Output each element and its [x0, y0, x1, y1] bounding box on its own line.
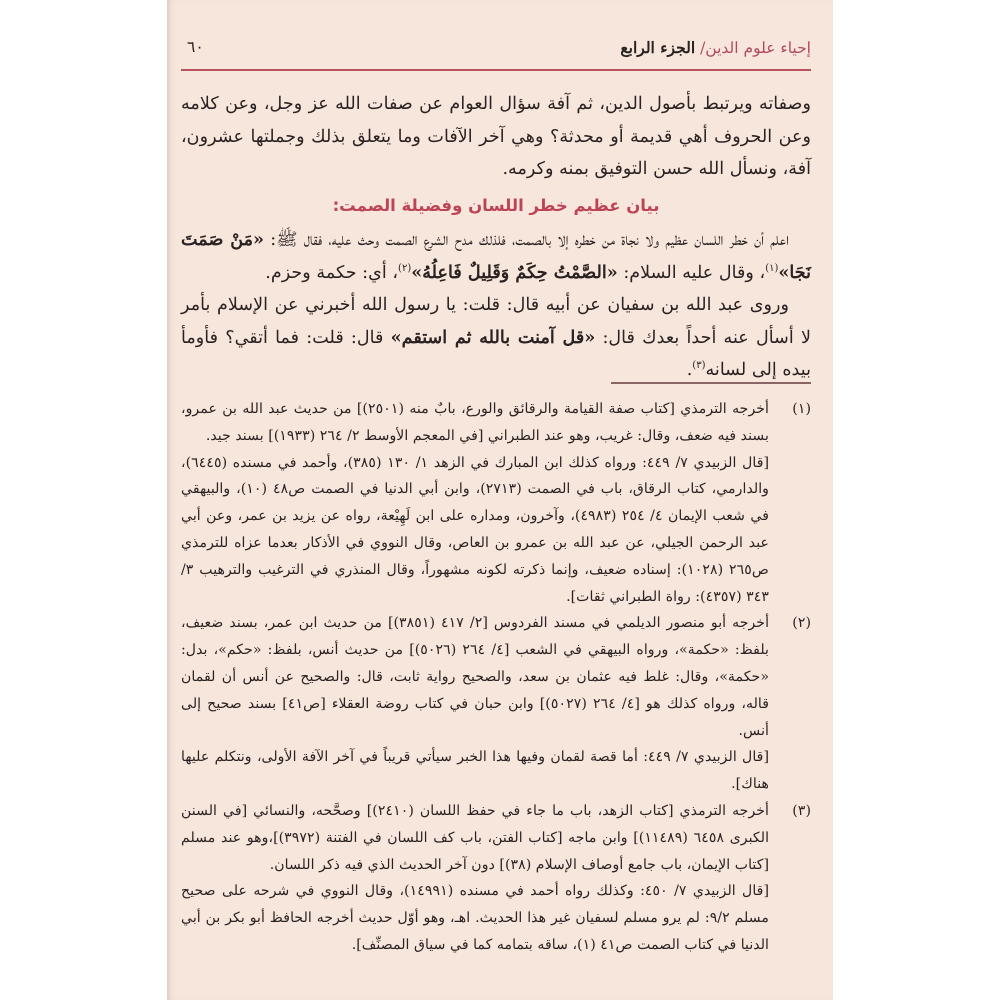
footnote-3: [181, 798, 811, 959]
footnote-separator: [611, 382, 811, 384]
footnotes: [181, 396, 811, 959]
footnote-number: (٢): [792, 615, 811, 632]
paragraph-1: [181, 224, 811, 289]
intro-paragraph: وصفاته ويرتبط بأصول الدين، ثم آفة سؤال العوام عن صفات الله عز وجل، وعن كلامه وعن الحروف أهي قديمة أو محدثة؟ وهي آخر الآفات وما يتعلق بذلك وجملتها عشرون، آفة، ونسأل الله حسن التوفيق بمنه وكرمه.: [181, 94, 811, 179]
p2-text-b: قال: قلت: فما أتقي؟ فأومأ بيده إلى لسانه: [181, 327, 811, 380]
footnote-text: [181, 798, 769, 959]
main-text: [181, 88, 811, 387]
footnote-paragraph: [قال الزبيدي ٧/ ٤٥٠: وكذلك رواه أحمد في مسنده (١٤٩٩١)، وقال النووي في شرحه على صحيح مسلم ٩/٢: لم يرو مسلم لسفيان غير هذا الحديث. اهـ، وهو أوّل حديث أخرجه الحافظ أبو بكر بن أبي الدنيا في كتاب الصمت ص٤١ (١)، ساقه بتمامه كما في سياق المصنِّف].: [181, 883, 770, 953]
footnote-1: [181, 396, 811, 610]
running-header: [181, 38, 811, 64]
hadith-quote-2: «الصَّمْتُ حِكَمٌ وَقَلِيلٌ فَاعِلُهُ»: [411, 261, 618, 283]
header-rule: [181, 69, 811, 71]
footnote-paragraph: [قال الزبيدي ٧/ ٤٤٩: ورواه كذلك ابن المبارك في الزهد ١/ ١٣٠ (٣٨٥)، وأحمد في مسنده (٦٤٤٥)، والدارمي، كتاب الرقاق، باب في الصمت (٢٧١٣)، وابن أبي الدنيا في الصمت ص٤٨ (١٠)، والبيهقي في شعب الإيمان ٤/ ٢٥٤ (٤٩٨٣)، وآخرون، ومداره على ابن لَهِيْعة، رواه عن يزيد بن عمر، وعن أبي عبد الرحمن الجيلي، عن عبد الله بن عمرو بن العاص، وقال النووي في الأذكار بعدما عزاه للترمذي ص٢٦٥ (١٠٢٨): إسناده ضعيف، وإنما ذكرته لكونه مشهوراً، وقال المنذري في الترغيب والترهيب ٣/ ٣٤٣ (٤٣٥٧): رواة الطبراني ثقات].: [181, 454, 770, 605]
part-label: الجزء الرابع: [620, 38, 696, 57]
hadith-quote-1: «مَنْ صَمَتَ نَجَا»: [181, 229, 811, 283]
section-heading: بيان عظيم خطر اللسان وفضيلة الصمت:: [332, 195, 660, 215]
page-number: ٦٠: [187, 38, 204, 56]
p2-text-a: وروى عبد الله بن سفيان عن أبيه قال: قلت: يا رسول الله أخبرني عن الإسلام بأمر لا أسأل عنه أحداً بعدك قال:: [181, 295, 811, 348]
footnote-paragraph: أخرجه الترمذي [كتاب الزهد، باب ما جاء في حفظ اللسان (٢٤١٠)] وصحَّحه، والنسائي [في السنن الكبرى ٦٤٥٨ (١١٤٨٩)] وابن ماجه [كتاب الفتن، باب كف اللسان في الفتنة (٣٩٧٢)]،وهو عند مسلم [كتاب الإيمان، باب جامع أوصاف الإسلام (٣٨)] دون آخر الحديث الذي فيه ذكر اللسان.: [181, 802, 770, 873]
book-page: [167, 0, 833, 1000]
book-title: إحياء علوم الدين/: [700, 39, 811, 57]
p1-text-a: اعلم أن خطر اللسان عظيم ولا نجاة من خطره إلا بالصمت، فلذلك مدح الشرع الصمت وحث عليه، فقال ﷺ:: [264, 230, 790, 250]
footnote-ref-1[interactable]: (١): [765, 262, 779, 274]
footnote-number: (١): [792, 401, 811, 417]
hadith-quote-3: «قل آمنت بالله ثم استقم»: [390, 326, 596, 348]
p1-text-c: ، أي: حكمة وحزم.: [265, 262, 399, 283]
footnote-paragraph: [قال الزبيدي ٧/ ٤٤٩: أما قصة لقمان وفيها هذا الخبر سيأتي قريباً في آخر الآفة الأولى، ونتكلم عليها هناك].: [181, 749, 769, 793]
footnote-number: (٣): [792, 802, 811, 819]
footnote-paragraph: أخرجه أبو منصور الديلمي في مسند الفردوس [٢/ ٤١٧ (٣٨٥١)] من حديث ابن عمر، بسند ضعيف، بلفظ: «حكمة»، ورواه البيهقي في الشعب [٤/ ٢٦٤ (٥٠٢٦)] من حديث أنس، بلفظ: «حكم»، بدل: «حكمة»، وقال: غلط فيه عثمان بن سعد، والصحيح رواية ثابت، قال: والصحيح عن أنس أن لقمان قاله، ورواه كذلك هو [٤/ ٢٦٤ (٥٠٢٧)] وابن حبان في كتاب روضة العقلاء [ص٤١] بسند صحيح إلى أنس.: [181, 615, 770, 739]
footnote-paragraph: أخرجه الترمذي [كتاب صفة القيامة والرقائق والورع، بابٌ منه (٢٥٠١)] من حديث عبد الله بن عمرو، بسند فيه ضعف، وقال: غريب، وهو عند الطبراني [في المعجم الأوسط ٢/ ٢٦٤ (١٩٣٣)] بسند جيد.: [181, 401, 769, 444]
footnote-text: [181, 396, 769, 610]
footnote-ref-3[interactable]: (٣): [692, 360, 706, 372]
header-title: [620, 38, 811, 57]
footnote-text: [181, 610, 769, 798]
footnote-ref-2[interactable]: (٢): [398, 262, 412, 274]
footnote-2: [181, 610, 811, 798]
p1-text-b: ، وقال عليه السلام:: [617, 262, 766, 283]
paragraph-2: [181, 289, 811, 387]
p2-end: .: [686, 360, 693, 380]
